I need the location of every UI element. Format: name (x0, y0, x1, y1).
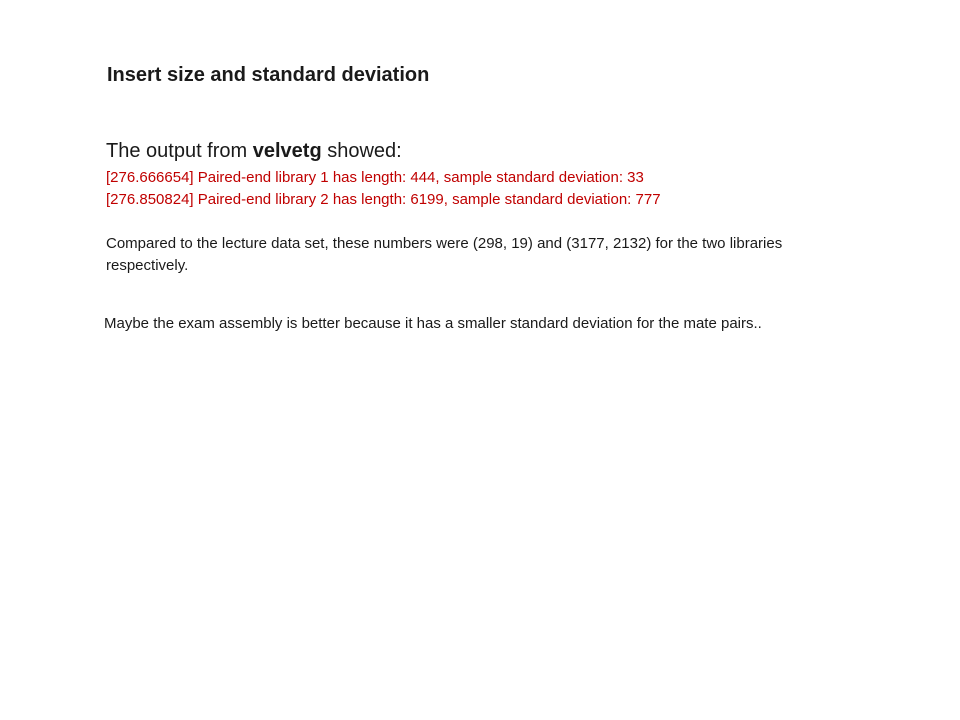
intro-line (106, 140, 402, 163)
log-line-library-1: [276.666654] Paired-end library 1 has length: 444, sample standard deviation: 33 (106, 169, 644, 186)
comparison-paragraph: Compared to the lecture data set, these numbers were (298, 19) and (3177, 2132) for the two libraries respectively. (106, 235, 783, 274)
intro-program-name: velvetg (252, 140, 322, 162)
log-line-library-2: [276.850824] Paired-end library 2 has length: 6199, sample standard deviation: 777 (106, 191, 661, 208)
intro-suffix: showed: (321, 140, 402, 162)
intro-prefix: The output from (106, 140, 253, 162)
slide-title: Insert size and standard deviation (107, 64, 430, 86)
conclusion-paragraph: Maybe the exam assembly is better because it has a smaller standard deviation for the mate pairs.. (104, 315, 762, 332)
